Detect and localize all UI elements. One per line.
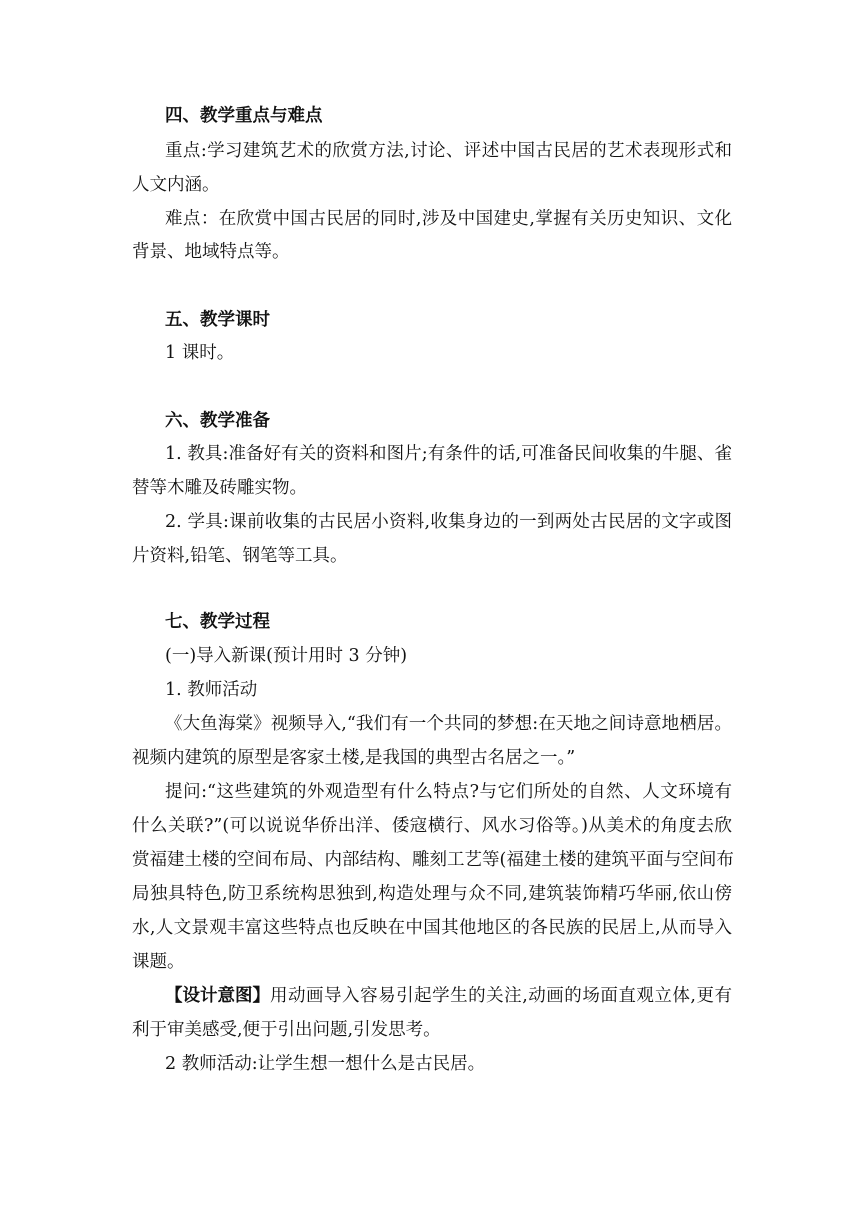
prep-item-2-line-1: 2. 学具:课前收集的古民居小资料,收集身边的一到两处古民居的文字或图 (165, 512, 732, 532)
section-heading-5: 五、教学课时 (165, 310, 270, 330)
teacher-activity-2: 2 教师活动:让学生想一想什么是古民居。 (165, 1054, 486, 1074)
prep-item-1-line-1: 1. 教具:准备好有关的资料和图片;有条件的话,可准备民间收集的牛腿、雀 (165, 444, 732, 464)
video-line-1: 《大鱼海棠》视频导入,“我们有一个共同的梦想:在天地之间诗意地栖居。 (165, 714, 732, 734)
difficulty-line-1: 难点：在欣赏中国古民居的同时,涉及中国建史,掌握有关历史知识、文化 (165, 209, 732, 229)
key-point-line-1: 重点:学习建筑艺术的欣赏方法,讨论、评述中国古民居的艺术表现形式和 (165, 141, 732, 161)
design-intent-text-1: 用动画导入容易引起学生的关注,动画的场面直观立体,更有 (270, 986, 732, 1006)
class-hours-text: 1 课时。 (165, 343, 235, 363)
difficulty-line-2: 背景、地域特点等。 (132, 242, 290, 262)
subsection-intro: (一)导入新课(预计用时 3 分钟) (165, 646, 408, 666)
section-heading-6: 六、教学准备 (165, 411, 270, 431)
question-line-1: 提问:“这些建筑的外观造型有什么特点?与它们所处的自然、人文环境有 (165, 782, 732, 802)
section-heading-4: 四、教学重点与难点 (165, 106, 323, 126)
question-line-4: 局独具特色,防卫系统构思独到,构造处理与众不同,建筑装饰精巧华丽,依山傍 (132, 884, 732, 904)
question-line-3: 赏福建土楼的空间布局、内部结构、雕刻工艺等(福建土楼的建筑平面与空间布 (132, 850, 734, 870)
key-point-line-2: 人文内涵。 (132, 175, 220, 195)
design-intent-line-1 (165, 984, 732, 1008)
prep-item-1-line-2: 替等木雕及砖雕实物。 (132, 478, 307, 498)
section-heading-7: 七、教学过程 (165, 612, 270, 632)
teacher-activity-1: 1. 教师活动 (165, 680, 258, 700)
design-intent-label: 【设计意图】 (165, 986, 270, 1006)
video-line-2: 视频内建筑的原型是客家土楼,是我国的典型古名居之一。” (132, 748, 576, 768)
prep-item-2-line-2: 片资料,铅笔、钢笔等工具。 (132, 546, 348, 566)
question-line-6: 课题。 (132, 952, 185, 972)
design-intent-line-2: 利于审美感受,便于引出问题,引发思考。 (132, 1020, 441, 1040)
question-line-5: 水,人文景观丰富这些特点也反映在中国其他地区的各民族的民居上,从而导入 (132, 918, 732, 938)
question-line-2: 什么关联?”(可以说说华侨出洋、倭寇横行、风水习俗等。)从美术的角度去欣 (132, 816, 732, 836)
